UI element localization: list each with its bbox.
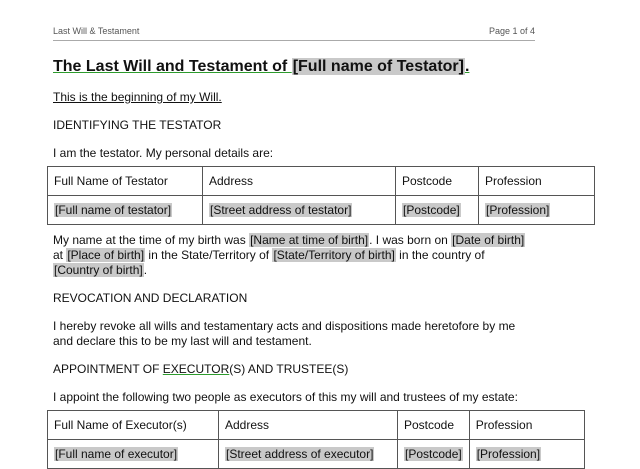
table-header-row [48, 167, 595, 196]
section-heading-testator: IDENTIFYING THE TESTATOR [53, 118, 222, 132]
table-cell [479, 196, 595, 225]
birth-text: My name at the time of my birth was [53, 233, 250, 247]
birth-paragraph [53, 233, 525, 278]
birth-date-field[interactable]: [Date of birth] [452, 233, 525, 247]
table-header-row [48, 411, 585, 440]
table-header-cell: Postcode [398, 411, 470, 440]
section-heading-executor [53, 362, 348, 376]
title-end: . [464, 58, 470, 75]
birth-text: in the country of [395, 248, 485, 262]
table-header-cell: Full Name of Executor(s) [48, 411, 219, 440]
header-doc-title: Last Will & Testament [53, 26, 140, 36]
heading-text: EXECUTOR [162, 362, 230, 376]
table-row [48, 196, 595, 225]
heading-text: (S) AND TRUSTEE(S) [229, 362, 349, 376]
birth-country-field[interactable]: [Country of birth] [54, 263, 143, 277]
executor-table [47, 410, 585, 469]
testator-address-field[interactable]: [Street address of testator] [210, 203, 352, 217]
table-header-cell: Profession [469, 411, 584, 440]
header-page-number: Page 1 of 4 [488, 26, 535, 36]
birth-text: . [143, 263, 148, 277]
table-cell [48, 440, 219, 469]
table-cell [396, 196, 479, 225]
table-cell [469, 440, 584, 469]
table-header-cell: Address [203, 167, 396, 196]
testator-profession-field[interactable]: [Profession] [486, 203, 550, 217]
revocation-line: and declare this to be my last will and testament. [53, 334, 312, 348]
revocation-line: I hereby revoke all wills and testamentary acts and dispositions made heretofore by me [53, 319, 516, 333]
heading-text: APPOINTMENT OF [53, 362, 163, 376]
testator-postcode-field[interactable]: [Postcode] [403, 203, 460, 217]
executor-postcode-field[interactable]: [Postcode] [405, 447, 462, 461]
table-header-cell: Address [219, 411, 398, 440]
table-row [48, 440, 585, 469]
birth-state-field[interactable]: [State/Territory of birth] [273, 248, 395, 262]
testator-table [47, 166, 595, 225]
birth-text: in the State/Territory of [145, 248, 273, 262]
title-lead: The Last Will and Testament of [53, 58, 292, 75]
birth-text: . I was born on [369, 233, 452, 247]
revocation-paragraph [53, 319, 515, 349]
table-header-cell: Postcode [396, 167, 479, 196]
table-header-cell: Full Name of Testator [48, 167, 203, 196]
table-cell [203, 196, 396, 225]
section-heading-revocation: REVOCATION AND DECLARATION [53, 291, 248, 305]
document-title [53, 58, 469, 76]
executor-profession-field[interactable]: [Profession] [476, 447, 541, 461]
intro-line: This is the beginning of my Will. [53, 90, 222, 104]
executor-lead: I appoint the following two people as executors of this my will and trustees of my estate: [53, 390, 518, 404]
birth-place-field[interactable]: [Place of birth] [67, 248, 145, 262]
table-cell [219, 440, 398, 469]
birth-name-field[interactable]: [Name at time of birth] [250, 233, 369, 247]
birth-text: at [53, 248, 67, 262]
executor-name-field[interactable]: [Full name of executor] [55, 447, 178, 461]
testator-lead: I am the testator. My personal details are: [53, 146, 274, 160]
executor-address-field[interactable]: [Street address of executor] [226, 447, 374, 461]
table-cell [398, 440, 470, 469]
table-cell [48, 196, 203, 225]
title-testator-field[interactable]: [Full name of Testator] [292, 58, 464, 75]
table-header-cell: Profession [479, 167, 595, 196]
page-header [53, 26, 535, 41]
testator-name-field[interactable]: [Full name of testator] [55, 203, 172, 217]
